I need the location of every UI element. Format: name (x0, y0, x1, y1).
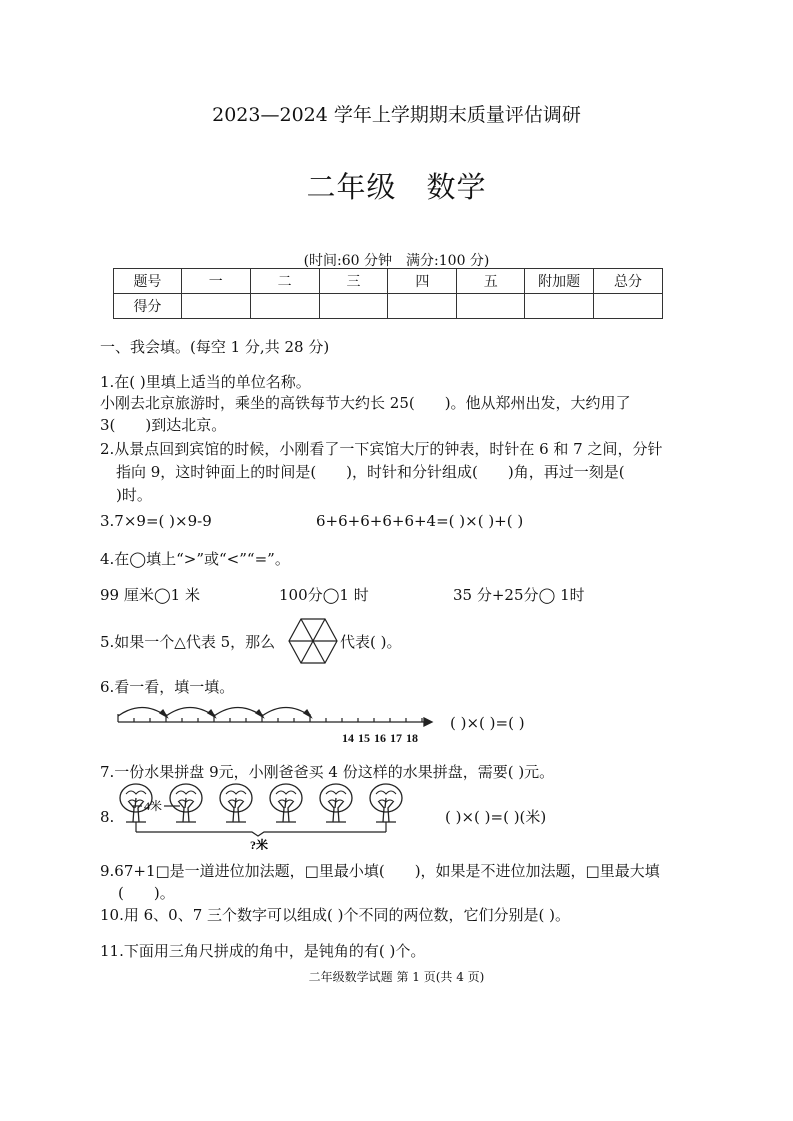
score-cell: 题号 (114, 269, 182, 294)
question-5: 5.如果一个△代表 5，那么 (100, 633, 276, 651)
question-3-second: 6+6+6+6+6+4=( )×( )+( ) (316, 512, 524, 530)
question-7: 7.一份水果拼盘 9元，小刚爸爸买 4 份这样的水果拼盘，需要( )元。 (100, 763, 555, 781)
tick-label: 16 (374, 731, 386, 745)
score-input-cell[interactable] (457, 294, 525, 319)
score-input-cell[interactable] (388, 294, 457, 319)
question-8-blank: ( )×( )=( )(米) (445, 808, 547, 826)
score-cell: 附加题 (525, 269, 594, 294)
question-2: 2.从景点回到宾馆的时候，小刚看了一下宾馆大厅的钟表，时针在 6 和 7 之间，分针 (100, 440, 663, 458)
question-2-line: 指向 9，这时钟面上的时间是( )，时针和分针组成( )角，再过一刻是( (116, 463, 625, 481)
page-footer: 二年级数学试题 第 1 页(共 4 页) (308, 970, 485, 984)
question-4: 4.在◯填上“>”或“<”“=”。 (100, 550, 290, 568)
question-11: 11.下面用三角尺拼成的角中，是钝角的有( )个。 (100, 942, 426, 960)
time-info: (时间:60 分钟 满分:100 分) (303, 253, 490, 269)
score-cell: 二 (250, 269, 319, 294)
hexagon-figure (287, 617, 339, 665)
question-9: 9.67+1□是一道进位加法题，□里最小填( )，如果是不进位加法题，□里最大填 (100, 862, 660, 880)
tree-icon (270, 784, 302, 822)
tick-label: 15 (358, 731, 370, 745)
score-table (113, 268, 663, 319)
exam-subtitle: 二年级 数学 (306, 170, 487, 204)
question-1: 1.在( )里填上适当的单位名称。 (100, 373, 311, 391)
total-distance-label: ?米 (250, 838, 269, 850)
score-input-cell[interactable] (250, 294, 319, 319)
tree-icon (320, 784, 352, 822)
question-9-line: ( )。 (118, 884, 175, 902)
score-input-cell[interactable] (319, 294, 388, 319)
question-3: 3.7×9=( )×9-9 (100, 512, 212, 530)
score-input-cell[interactable] (525, 294, 594, 319)
compare-item: 100分◯1 时 (279, 586, 369, 604)
number-line-figure (112, 698, 437, 746)
score-cell: 总分 (594, 269, 663, 294)
score-cell: 三 (319, 269, 388, 294)
score-cell: 五 (457, 269, 525, 294)
score-cell: 四 (388, 269, 457, 294)
exam-title: 2023—2024 学年上学期期末质量评估调研 (212, 104, 581, 126)
question-2-line: )时。 (116, 486, 152, 504)
tree-icon (170, 784, 202, 822)
score-cell: 一 (181, 269, 250, 294)
tree-icon (370, 784, 402, 822)
question-10: 10.用 6、0、7 三个数字可以组成( )个不同的两位数，它们分别是( )。 (100, 906, 570, 924)
compare-item: 99 厘米◯1 米 (100, 586, 200, 604)
question-6-blank: ( )×( )=( ) (450, 714, 525, 732)
compare-item: 35 分+25分◯ 1时 (453, 586, 585, 604)
score-cell: 得分 (114, 294, 182, 319)
question-5-tail: 代表( )。 (340, 633, 402, 651)
score-input-cell[interactable] (181, 294, 250, 319)
tick-label: 14 (342, 731, 354, 745)
question-8: 8. (100, 808, 115, 826)
trees-figure (114, 778, 404, 850)
question-1-line: 小刚去北京旅游时，乘坐的高铁每节大约长 25( )。他从郑州出发，大约用了 (100, 394, 631, 412)
score-input-cell[interactable] (594, 294, 663, 319)
tick-label: 17 (390, 731, 402, 745)
score-table-score-row (114, 294, 663, 319)
tree-icon (220, 784, 252, 822)
tick-label: 18 (406, 731, 418, 745)
question-1-line: 3( )到达北京。 (100, 416, 227, 434)
question-6: 6.看一看，填一填。 (100, 678, 235, 696)
section-heading: 一、我会填。(每空 1 分,共 28 分) (100, 338, 330, 356)
score-table-header-row (114, 269, 663, 294)
distance-label: 4米 (144, 799, 163, 813)
